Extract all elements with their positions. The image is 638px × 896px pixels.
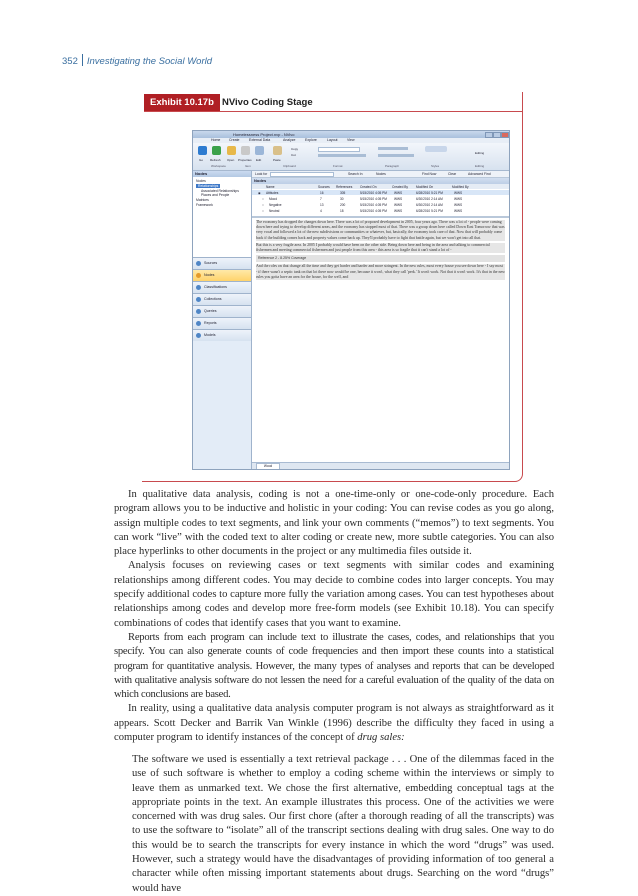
open-label: Open xyxy=(227,158,235,162)
paragraph: Reports from each program can include text to illustrate the cases, codes, and relationships that you specify. You can also generate counts of code frequencies and then import these counts into a statistical program for quantitative analysis. However, the many types of analyses and reports that can be developed with qualitative analysis software do not lessen the need for a careful evaluation of the quality of the data on which conclusions are based. xyxy=(114,631,554,701)
cell-sources: 13 xyxy=(320,202,324,207)
tab-external-data[interactable]: External Data xyxy=(249,138,271,142)
nav-classifications-label: Classifications xyxy=(204,285,227,289)
cell-created-by: WWS xyxy=(394,196,403,201)
paragraph-toolbar-2[interactable] xyxy=(378,154,414,157)
search-in-select[interactable]: Search In xyxy=(348,172,363,176)
table-row[interactable] xyxy=(252,196,509,201)
nav-classifications[interactable] xyxy=(193,281,251,293)
tab-home[interactable]: Home xyxy=(211,138,221,142)
coded-passage: And the roles on that change all the time and they get harder and harder and more stringent. In the new rules, most every house you see down here - I say most - if there wasn't a septic tank on that lot there now would be one, because it won't, what they call 'perk.' It won't work. Not that it won't work. It's that in the new rules you gotta have an area for the house, for the well, and xyxy=(256,264,505,279)
nav-nodes-label: Nodes xyxy=(204,273,215,277)
cell-created-on: 5/15/2010 4:05 PM xyxy=(360,208,387,213)
refresh-label: Refresh xyxy=(210,158,221,162)
group-styles: Styles xyxy=(431,164,440,168)
col-created-on[interactable]: Created On xyxy=(360,184,377,189)
styles-gallery[interactable] xyxy=(425,146,447,152)
paragraph xyxy=(114,702,554,745)
tab-create[interactable]: Create xyxy=(229,138,240,142)
nav-collections-label: Collections xyxy=(204,297,222,301)
exhibit-title: NVivo Coding Stage xyxy=(222,97,313,108)
col-name[interactable]: Name xyxy=(266,184,275,189)
group-editing: Editing xyxy=(475,164,485,168)
tab-wood[interactable]: Wood xyxy=(256,463,280,470)
models-icon xyxy=(196,333,201,338)
cell-references: 30 xyxy=(340,196,344,201)
table-row[interactable] xyxy=(252,208,509,213)
nav-queries-label: Queries xyxy=(204,309,217,313)
paste-icon[interactable] xyxy=(273,146,282,155)
nodes-table xyxy=(252,184,509,216)
go-icon[interactable] xyxy=(198,146,207,155)
nav-models[interactable] xyxy=(193,329,251,341)
cell-modified-by: WWS xyxy=(454,202,463,207)
paragraph-toolbar[interactable] xyxy=(378,147,408,150)
paragraph: Analysis focuses on reviewing cases or text segments with similar codes and examining relationships among different codes. You may decide to combine codes into larger concepts. You may specify additional codes to capture more fully the variation among cases. You can test hypotheses about relationships among codes and develop more free-form models (see Exhibit 10.18). You can specify combinations of codes that identify cases that you want to examine. xyxy=(114,560,554,629)
nav-title: Nodes xyxy=(193,171,251,177)
go-label: Go xyxy=(199,158,204,162)
cell-modified-on: 6/30/2010 2:14 AM xyxy=(416,202,443,207)
tab-view[interactable]: View xyxy=(347,138,355,142)
font-select[interactable] xyxy=(318,147,360,152)
paragraph: In qualitative data analysis, coding is not a one-time-only or one-code-only procedure. Each program allows you to be inductive and holistic in your coding: You can revise codes as you go along, assign multiple codes to text segments, and link your own comments (“memos”) to text segments. You can work “live” with the coded text to alter coding or create new, more subtle categories. You can also place hyperlinks to other documents in the project or any multimedia files outside it. xyxy=(114,489,554,558)
col-modified-by[interactable]: Modified By xyxy=(452,184,469,189)
cut-label[interactable]: Cut xyxy=(291,153,296,157)
edit-label: Edit xyxy=(256,158,262,162)
paste-label: Paste xyxy=(273,158,281,162)
open-icon[interactable] xyxy=(227,146,236,155)
cell-created-by: WWS xyxy=(394,202,403,207)
detail-pane xyxy=(252,171,509,469)
tree-item[interactable]: Places and People xyxy=(201,193,230,197)
cell-modified-by: WWS xyxy=(454,190,463,195)
group-workspace: Workspace xyxy=(211,164,226,168)
cell-references: 200 xyxy=(340,202,346,207)
header-divider xyxy=(82,54,83,66)
cell-name: Mood xyxy=(269,196,277,201)
window-title: Homelessness Project.nvp - NVivo xyxy=(233,132,295,137)
tree-item[interactable]: Relationships xyxy=(198,184,219,188)
paragraph-lead: In reality, using a qualitative data analysis computer program is not always as straightforward as it appears. Scott Decker and Barrik Van Winkle (1996) describe the difficulty they faced in using a computer program to identify instances of the concept of xyxy=(114,703,554,744)
find-now-button[interactable]: Find Now xyxy=(422,172,437,176)
coded-passage: But this is a very fragile area. In 2005 I probably would have been on the other side. Being down here and being in the area and talking to commercial fishermen and meeting commercial fishermen and just people from this area - this area is so fragile that it can't stand a lot of - xyxy=(256,243,505,253)
editing-label: Editing xyxy=(475,151,485,155)
cell-sources: 16 xyxy=(320,190,324,195)
window-titlebar xyxy=(193,131,509,138)
node-icon: ○ xyxy=(262,196,264,201)
tree-item[interactable]: Nodes xyxy=(196,179,206,183)
coded-passage: The economy has dropped the changes down here. There was a lot of proposed development in 2005, four years ago. There was a lot of - people were coming down here and trying to develop different areas, and the economy has stopped most of that. There was a group down here called Down East Tomorrow that was very vocal and followed a lot of the new subdivisions or communities or whatever, but, basically, the economy took care of that. Now that will probably come back if the building comes back and property values come back up. They'll probably have to fight that battle again, but we won't get into all that. xyxy=(256,220,505,240)
nav-nodes[interactable] xyxy=(193,269,251,281)
cell-modified-on: 6/28/2010 5:21 PM xyxy=(416,208,443,213)
group-clipboard: Clipboard xyxy=(283,164,296,168)
nodes-select[interactable]: Nodes xyxy=(376,172,386,176)
group-format: Format xyxy=(333,164,343,168)
tab-explore[interactable]: Explore xyxy=(305,138,317,142)
copy-label[interactable]: Copy xyxy=(291,147,299,151)
navigation-pane xyxy=(193,171,252,469)
nav-models-label: Models xyxy=(204,333,216,337)
nodes-list-title: Nodes xyxy=(252,178,509,184)
queries-icon xyxy=(196,309,201,314)
document-tabs xyxy=(252,462,509,469)
col-sources[interactable]: Sources xyxy=(318,184,330,189)
reference-header: Reference 2 - 8.25% Coverage xyxy=(256,255,505,262)
cell-created-on: 5/15/2010 4:05 PM xyxy=(360,190,387,195)
node-tree xyxy=(193,177,251,257)
sources-icon xyxy=(196,261,201,266)
cell-modified-on: 6/28/2010 5:21 PM xyxy=(416,190,443,195)
tab-layout[interactable]: Layout xyxy=(327,138,338,142)
table-row[interactable] xyxy=(252,190,509,195)
page-number: 352 xyxy=(62,56,78,67)
find-bar xyxy=(252,171,509,178)
nav-sources-label: Sources xyxy=(204,261,218,265)
tree-item[interactable]: Matrices xyxy=(196,198,209,202)
ribbon xyxy=(193,143,509,171)
group-paragraph: Paragraph xyxy=(385,164,400,168)
nav-queries[interactable] xyxy=(193,305,251,317)
format-toolbar[interactable] xyxy=(318,154,366,157)
tab-analyze[interactable]: Analyze xyxy=(283,138,296,142)
cell-name: Negative xyxy=(269,202,282,207)
cell-name: Neutral xyxy=(269,208,280,213)
quote-text: The software we used is essentially a text retrieval package . . . One of the dilemmas faced in the use of such software is whether to employ a coding scheme within the interviews or simply to leave them as unmarked text. We chose the first alternative, embedding conceptual tags at the appropriate points in the text. An example illustrates this process. One of the activities we were concerned with was drug sales. Our first chore (after a thorough reading of all the transcripts) was to use the software to “isolate” all of the transcript sections dealing with drug sales. One way to do this would be to search the transcripts for every instance in which the word “drugs” was used. However, such a strategy would have the disadvantages of providing information of too general a character while often missing important statements about drugs. Searching on the word “drugs” would have xyxy=(132,754,554,894)
nav-sources[interactable] xyxy=(193,257,251,269)
exhibit-label: Exhibit 10.17b xyxy=(144,94,220,111)
properties-icon[interactable] xyxy=(241,146,250,155)
cell-name: Attitudes xyxy=(266,190,279,195)
nav-collections[interactable] xyxy=(193,293,251,305)
cell-references: 18 xyxy=(340,208,344,213)
reports-icon xyxy=(196,321,201,326)
tree-item[interactable]: Framework xyxy=(196,203,213,207)
edit-icon[interactable] xyxy=(255,146,264,155)
cell-modified-by: WWS xyxy=(454,208,463,213)
cell-created-by: WWS xyxy=(394,190,403,195)
group-item: Item xyxy=(245,164,251,168)
col-references[interactable]: References xyxy=(336,184,353,189)
table-row[interactable] xyxy=(252,202,509,207)
col-modified-on[interactable]: Modified On xyxy=(416,184,434,189)
cell-modified-by: WWS xyxy=(454,196,463,201)
refresh-icon[interactable] xyxy=(212,146,221,155)
properties-label: Properties xyxy=(238,158,252,162)
running-header xyxy=(62,54,212,67)
nvivo-screenshot xyxy=(192,130,510,470)
coded-text-pane[interactable] xyxy=(252,218,509,442)
cell-modified-on: 6/30/2010 2:14 AM xyxy=(416,196,443,201)
node-icon: ○ xyxy=(262,208,264,213)
nav-reports-label: Reports xyxy=(204,321,217,325)
clear-button[interactable]: Clear xyxy=(448,172,457,176)
italic-term: drug sales: xyxy=(357,732,405,744)
cell-references: 305 xyxy=(340,190,346,195)
classifications-icon xyxy=(196,285,201,290)
look-for-label: Look for xyxy=(255,172,268,176)
exhibit-rule xyxy=(144,111,522,112)
col-created-by[interactable]: Created By xyxy=(392,184,408,189)
cell-created-by: WWS xyxy=(394,208,403,213)
node-icon: ○ xyxy=(262,202,264,207)
cell-sources: 4 xyxy=(320,208,322,213)
tree-item[interactable]: Associated Relationships xyxy=(201,189,239,193)
cell-created-on: 5/15/2010 4:05 PM xyxy=(360,202,387,207)
running-title: Investigating the Social World xyxy=(86,56,213,67)
node-icon: ◉ xyxy=(258,190,261,195)
advanced-find-button[interactable]: Advanced Find xyxy=(468,172,491,176)
cell-sources: 7 xyxy=(320,196,322,201)
collections-icon xyxy=(196,297,201,302)
nodes-icon xyxy=(196,273,201,278)
block-quote xyxy=(132,753,554,896)
look-for-input[interactable] xyxy=(270,172,334,177)
cell-created-on: 5/15/2010 4:05 PM xyxy=(360,196,387,201)
body-text xyxy=(114,488,554,745)
nav-reports[interactable] xyxy=(193,317,251,329)
table-header-row xyxy=(252,184,509,189)
